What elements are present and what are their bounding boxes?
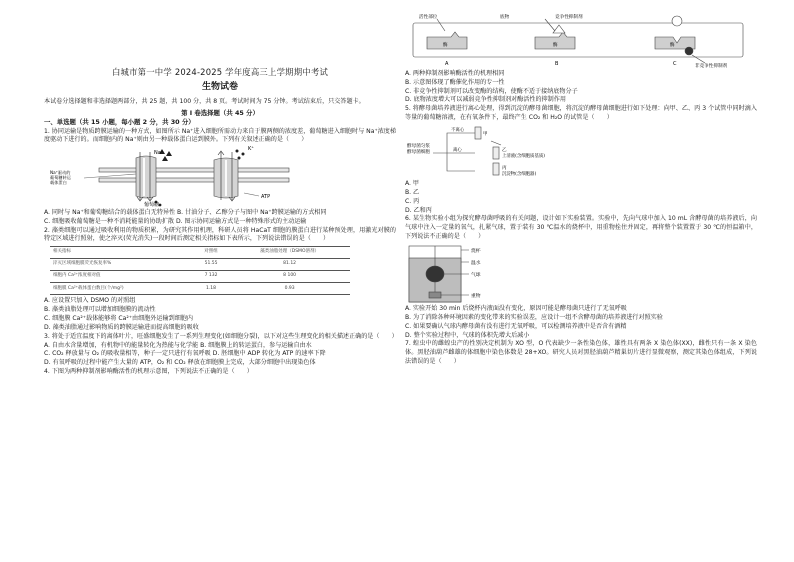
q1-figure xyxy=(44,146,396,208)
q4-sublabel-c: C xyxy=(673,61,677,67)
q4-option-b: B. 示意图体现了酶催化作用的专一性 xyxy=(405,78,505,86)
q4-option-a: A. 两种抑制剂影响酶活性的机理相同 xyxy=(405,70,505,77)
table-row xyxy=(50,271,350,283)
q6-figure xyxy=(405,242,757,304)
q2-option-c: C. 细胞膜 Ca²⁺载体能够将 Ca²⁺由细胞外运输到细胞内 xyxy=(44,315,193,323)
q4-label-enzyme: 酶 xyxy=(670,43,675,48)
q4-label-active-site: 活性部位 xyxy=(419,15,438,20)
q1-label-atp: ATP xyxy=(261,193,271,200)
q1-label-k: K⁺ xyxy=(248,145,254,152)
table-cell: 淬灭区域细胞膜荧光恢复率% xyxy=(50,258,193,270)
table-header-cell: 对照组 xyxy=(193,246,229,258)
right-column xyxy=(405,10,757,367)
table-cell: 1.18 xyxy=(193,283,229,295)
q4-label-substrate: 底物 xyxy=(500,15,510,20)
q5-figure xyxy=(405,123,757,179)
q6-option-d: D. 整个实验过程中，气球的体积先增大后减小 xyxy=(405,331,530,339)
q1-label-transporter: Na⁺驱动的葡萄糖转运载体蛋白 xyxy=(50,169,71,185)
q5-label-bing: 丙 xyxy=(502,166,507,172)
q6-label-balloon: 气球 xyxy=(471,273,481,279)
table-row xyxy=(50,283,350,295)
q6-label-warm-water: 温水 xyxy=(471,261,481,267)
q2-stem: 2. 藻类细胞可以通过吸收利用的物质积累，为研究其作用机理，科研人员将 HaCaT 细胞的膜蛋白进行某种预处理，用激光对膜的特定区域进行照射，使之淬灭(荧光消失)一段时间后测定相关指标如下表所示，下列说法错误的是（ ） xyxy=(44,226,396,243)
q5-option-d: D. 乙和丙 xyxy=(405,206,432,214)
section1-heading: 一、单选题（共 15 小题，每小题 2 分，共 30 分） xyxy=(44,118,195,127)
q1-label-glucose: 葡萄糖 xyxy=(144,201,160,208)
q4-figure xyxy=(405,11,757,69)
q4-label-competitive: 竞争性抑制剂 xyxy=(555,15,583,20)
q4-label-enzyme: 酶 xyxy=(553,43,558,48)
q4-sublabel-a: A xyxy=(445,61,449,67)
q5-label-jia: 甲 xyxy=(483,132,488,138)
table-header-row xyxy=(50,246,350,258)
q5-label-no-centrifuge: 不离心 xyxy=(451,128,465,134)
q5-label-yi: 乙 xyxy=(502,148,507,154)
q4-label-noncompetitive: 非竞争性抑制剂 xyxy=(695,64,728,69)
q1-stem: 1. 协同运输是物质跨膜运输的一种方式，如图所示 Na⁺进入细胞所需动力来自于膜两侧的浓度差，葡萄糖进入细胞时与 Na⁺浓度梯度驱动下进行的。而细胞内的 Na⁺则由另一种载体蛋白运到膜外。下列有关叙述正确的是（ ） xyxy=(44,127,396,144)
q7-stem: 7. 蝗虫中的雌蝗虫产的性别决定机制为 XO 型，O 代表缺少一条性染色体，雄性具有两条 X 染色体(XX)，雌性只有一条 X 染色体。黑胫油葫芦雌雄的体细胞中染色体数是 28+XO。研究人员对黑胫油葫芦精巢切片进行显微观察，测定其染色体组成，下列说法错误的是（ ） xyxy=(405,340,757,365)
q2-option-d: D. 藻类油脂通过影响物质的跨膜运输进而提高细胞的吸收 xyxy=(44,323,199,331)
table-cell: 0.93 xyxy=(229,283,350,295)
q3-stem: 3. 将处于适宜温度下的离体叶片，旺盛细胞发生了一系列生理变化(如细胞分裂)，以下对这些生理变化的相关描述正确的是（ ） xyxy=(44,332,398,340)
q6-stem: 6. 某生物实验小组为探究酵母菌呼吸的有关问题，设计如下实验装置。实验中，先向气球中加入 10 mL 含酵母菌的培养液后，向气球中注入一定量的氧气，扎紧气球，置于装有 30 ℃温水的烧杯中，用重物拴住并固定，再将整个装置置于 30 ℃的恒温箱中，下列说法不正确的是（ ） xyxy=(405,215,757,240)
q6-option-c: C. 如果要确认气球内酵母菌有没有进行无氧呼吸，可以检测培养液中是否含有酒精 xyxy=(405,322,627,330)
q6-option-a: A. 实验开始 30 min 后烧杯内液面没有变化，原因可能是酵母菌只进行了无氧呼吸 xyxy=(405,305,627,313)
table-cell: 8 100 xyxy=(229,271,350,283)
q3-option-cd: C. CO₂ 释放量与 O₂ 的吸收量相等，种子一定只进行有氧呼吸 D. 胚细胞中 ADP 转化为 ATP 的速率下降 xyxy=(44,350,326,358)
part1-heading: 第 I 卷选择题（共 45 分） xyxy=(181,108,259,117)
q4-sublabel-b: B xyxy=(555,61,559,67)
table-cell: 51.55 xyxy=(193,258,229,270)
left-column xyxy=(44,66,396,377)
q5-stem: 5. 将酵母菌培养液进行离心处理，得到沉淀的酵母菌细胞，将沉淀的酵母菌细胞进行如下处理：向甲、乙、丙 3 个试管中同时滴入等量的葡萄糖溶液，在有氧条件下，最终产生 CO₂ 和 H₂O 的试管是（ ） xyxy=(405,105,757,121)
q6-option-b: B. 为了消除各种环境因素的变化带来的实验误差，应设计一组不含酵母菌的培养液进行对照实验 xyxy=(405,314,663,321)
q5-option-b: B. 乙 xyxy=(405,189,420,197)
q4-option-d: D. 底物浓度增大可以减弱竞争性抑制剂对酶活性的抑制作用 xyxy=(405,96,566,104)
centrifugation-diagram xyxy=(405,123,755,179)
exam-instructions: 本试卷分选择题和非选择题两部分，共 25 题，共 100 分，共 8 页。考试时间为 75 分钟。考试结束后，只交答题卡。 xyxy=(44,98,365,105)
q2-data-table xyxy=(50,246,350,296)
membrane-transport-diagram xyxy=(44,146,394,208)
q1-label-na: Na⁺ xyxy=(154,149,164,156)
table-cell: 细胞膜 Ca²⁺载体蛋白数目(个/mg²) xyxy=(50,283,193,295)
q2-option-b: B. 藻类油脂处理可以增加细胞膜的流动性 xyxy=(44,306,156,314)
q5-label-homogenate: 酵母菌匀浆 xyxy=(407,144,430,150)
table-cell: 81.12 xyxy=(229,258,350,270)
q5-option-c: C. 丙 xyxy=(405,197,420,205)
q6-label-beaker: 烧杯 xyxy=(471,249,481,255)
q5-label-supernatant: 上清液(含细胞质基质) xyxy=(502,154,545,160)
table-cell: 7 132 xyxy=(193,271,229,283)
q1-option-ab: A. 同时与 Na⁺和葡萄糖结合的载体蛋白无特异性 B. 甘油分子、乙醇分子与图中 Na⁺跨膜运输的方式相同 xyxy=(44,208,327,216)
q5-label-cells: 酵母菌细胞 xyxy=(407,150,430,156)
exam-title: 白城市第一中学 2024-2025 学年度高三上学期期中考试 xyxy=(111,67,329,77)
table-cell: 细胞内 Ca²⁺浓度相对值 xyxy=(50,271,193,283)
q4-stem: 4. 下图为两种抑制剂影响酶活性的机理示意图，下列说法不正确的是（ ） xyxy=(44,368,253,376)
q4-option-c: C. 非竞争性抑制剂可以改变酶的结构，使酶不适于接纳底物分子 xyxy=(405,87,578,95)
balloon-experiment-diagram xyxy=(405,242,755,304)
q5-option-a: A. 甲 xyxy=(405,180,420,188)
q5-label-sediment: 沉淀物(含细胞器) xyxy=(502,172,537,178)
table-header-cell: 相关指标 xyxy=(50,246,193,258)
q4-label-enzyme: 酶 xyxy=(443,43,448,48)
table-row xyxy=(50,258,350,270)
q3-option-d2: D. 有氧呼吸的过程中能产生大量的 ATP，O₂ 和 CO₂ 释放在细胞膜上完成，大部分细胞中出现染色体 xyxy=(44,359,316,367)
q1-option-cd: C. 细胞吸收葡萄糖是一种不消耗能量的协助扩散 D. 图示协同运输方式是一种特殊形式的主动运输 xyxy=(44,217,307,225)
table-header-cell: 藻类油脂处理（DSMO溶剂） xyxy=(229,246,350,258)
q5-label-centrifuge: 离心 xyxy=(453,148,462,154)
q2-option-a: A. 应设置只加入 DSMO 的对照组 xyxy=(44,297,136,305)
exam-subject: 生物试卷 xyxy=(201,82,238,92)
q3-option-ab: A. 自由水含量增加，有机物中的能量转化为热能与化学能 B. 细胞膜上的转运蛋白，参与运输自由水 xyxy=(44,341,312,349)
enzyme-inhibitor-diagram xyxy=(405,11,755,69)
q6-label-weight: 重物 xyxy=(471,294,481,300)
